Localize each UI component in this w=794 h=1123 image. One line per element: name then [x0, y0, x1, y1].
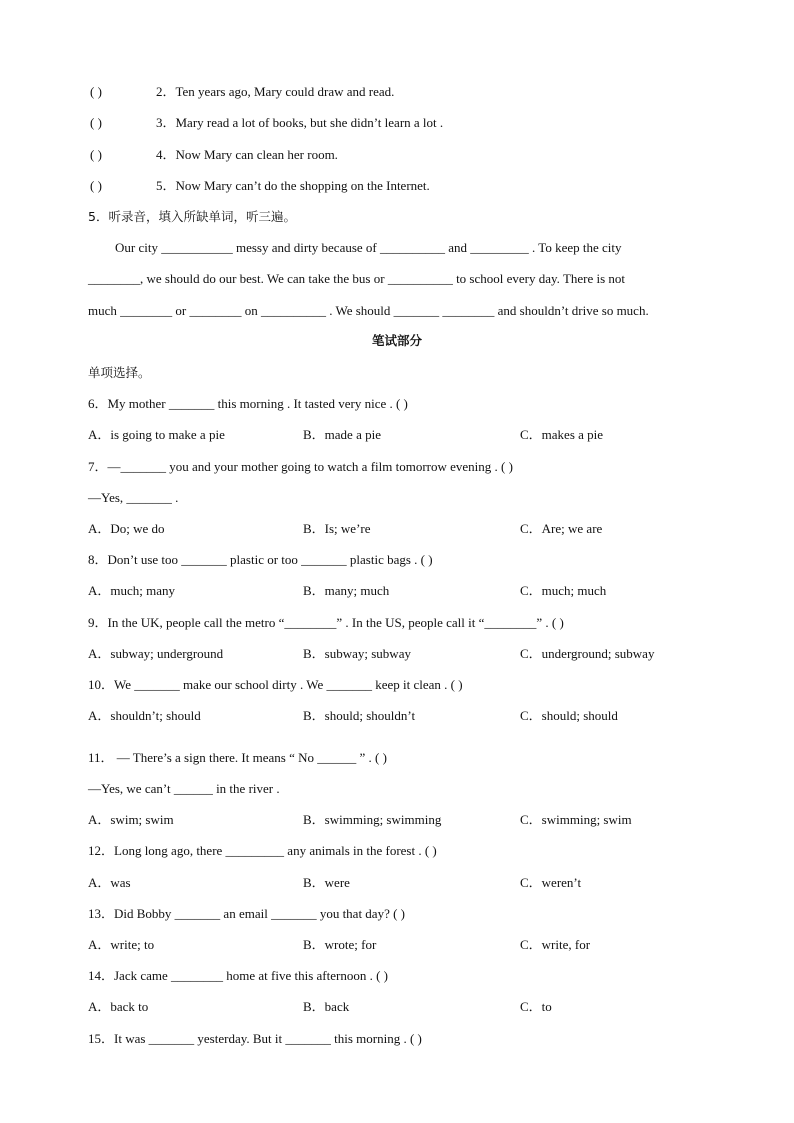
option-a[interactable]: A．back to [88, 999, 149, 1014]
section5-line-1: Our city ___________ messy and dirty because of __________ and _________ . To keep the city [115, 240, 622, 255]
question-7: 7．—_______ you and your mother going to watch a film tomorrow evening . ( ) [88, 459, 513, 474]
option-b[interactable]: B．swimming; swimming [303, 812, 442, 827]
section5-line-3: much ________ or ________ on __________ . We should _______ ________ and shouldn’t drive so much. [88, 303, 649, 318]
single-choice-label: 单项选择。 [88, 365, 151, 380]
tf-item-5 [90, 178, 430, 194]
tf-item-text: 4．Now Mary can clean her room. [156, 147, 338, 162]
tf-item-text: 2．Ten years ago, Mary could draw and read. [156, 84, 395, 99]
option-a[interactable]: A．is going to make a pie [88, 427, 225, 442]
question-6: 6．My mother _______ this morning . It tasted very nice . ( ) [88, 396, 408, 411]
question-11: 11． — There’s a sign there. It means “ No ______ ” . ( ) [88, 750, 387, 765]
option-a[interactable]: A．was [88, 875, 131, 890]
question-10: 10．We _______ make our school dirty . We _______ keep it clean . ( ) [88, 677, 463, 692]
question-13: 13．Did Bobby _______ an email _______ you that day? ( ) [88, 906, 406, 921]
option-c[interactable]: C．weren’t [520, 875, 582, 890]
option-a[interactable]: A．Do; we do [88, 521, 165, 536]
question-8: 8．Don’t use too _______ plastic or too _______ plastic bags . ( ) [88, 552, 433, 567]
option-a[interactable]: A．subway; underground [88, 646, 224, 661]
answer-blank[interactable]: ( ) [90, 84, 102, 99]
option-c[interactable]: C．Are; we are [520, 521, 603, 536]
option-c[interactable]: C．swimming; swim [520, 812, 632, 827]
question-11-reply: —Yes, we can’t ______ in the river . [88, 781, 280, 796]
option-b[interactable]: B．were [303, 875, 350, 890]
option-b[interactable]: B．Is; we’re [303, 521, 371, 536]
option-c[interactable]: C．should; should [520, 708, 618, 723]
option-c[interactable]: C．write, for [520, 937, 591, 952]
question-7-reply: —Yes, _______ . [88, 490, 179, 505]
question-15: 15．It was _______ yesterday. But it _______ this morning . ( ) [88, 1031, 422, 1046]
tf-item-text: 3．Mary read a lot of books, but she didn’t learn a lot . [156, 115, 444, 130]
option-c[interactable]: C．much; much [520, 583, 607, 598]
option-b[interactable]: B．should; shouldn’t [303, 708, 416, 723]
option-b[interactable]: B．made a pie [303, 427, 381, 442]
tf-item-2 [90, 84, 394, 100]
answer-blank[interactable]: ( ) [90, 115, 102, 130]
option-b[interactable]: B．wrote; for [303, 937, 377, 952]
question-12: 12．Long long ago, there _________ any animals in the forest . ( ) [88, 843, 437, 858]
option-a[interactable]: A．write; to [88, 937, 155, 952]
section5-instruction: 5．听录音，填入所缺单词，听三遍。 [88, 209, 296, 224]
answer-blank[interactable]: ( ) [90, 147, 102, 162]
written-part-heading: 笔试部分 [371, 333, 422, 348]
question-14: 14．Jack came ________ home at five this afternoon . ( ) [88, 968, 388, 983]
tf-item-4 [90, 147, 338, 163]
option-b[interactable]: B．subway; subway [303, 646, 411, 661]
option-c[interactable]: C．to [520, 999, 552, 1014]
option-a[interactable]: A．much; many [88, 583, 176, 598]
answer-blank[interactable]: ( ) [90, 178, 102, 193]
option-b[interactable]: B．many; much [303, 583, 390, 598]
option-a[interactable]: A．shouldn’t; should [88, 708, 201, 723]
tf-item-text: 5．Now Mary can’t do the shopping on the Internet. [156, 178, 430, 193]
question-9: 9．In the UK, people call the metro “________” . In the US, people call it “________” . ( ) [88, 615, 564, 630]
option-c[interactable]: C．makes a pie [520, 427, 604, 442]
option-c[interactable]: C．underground; subway [520, 646, 655, 661]
option-a[interactable]: A．swim; swim [88, 812, 174, 827]
section5-line-2: ________, we should do our best. We can take the bus or __________ to school every day. There is not [88, 271, 626, 286]
tf-item-3 [90, 115, 443, 131]
option-b[interactable]: B．back [303, 999, 350, 1014]
